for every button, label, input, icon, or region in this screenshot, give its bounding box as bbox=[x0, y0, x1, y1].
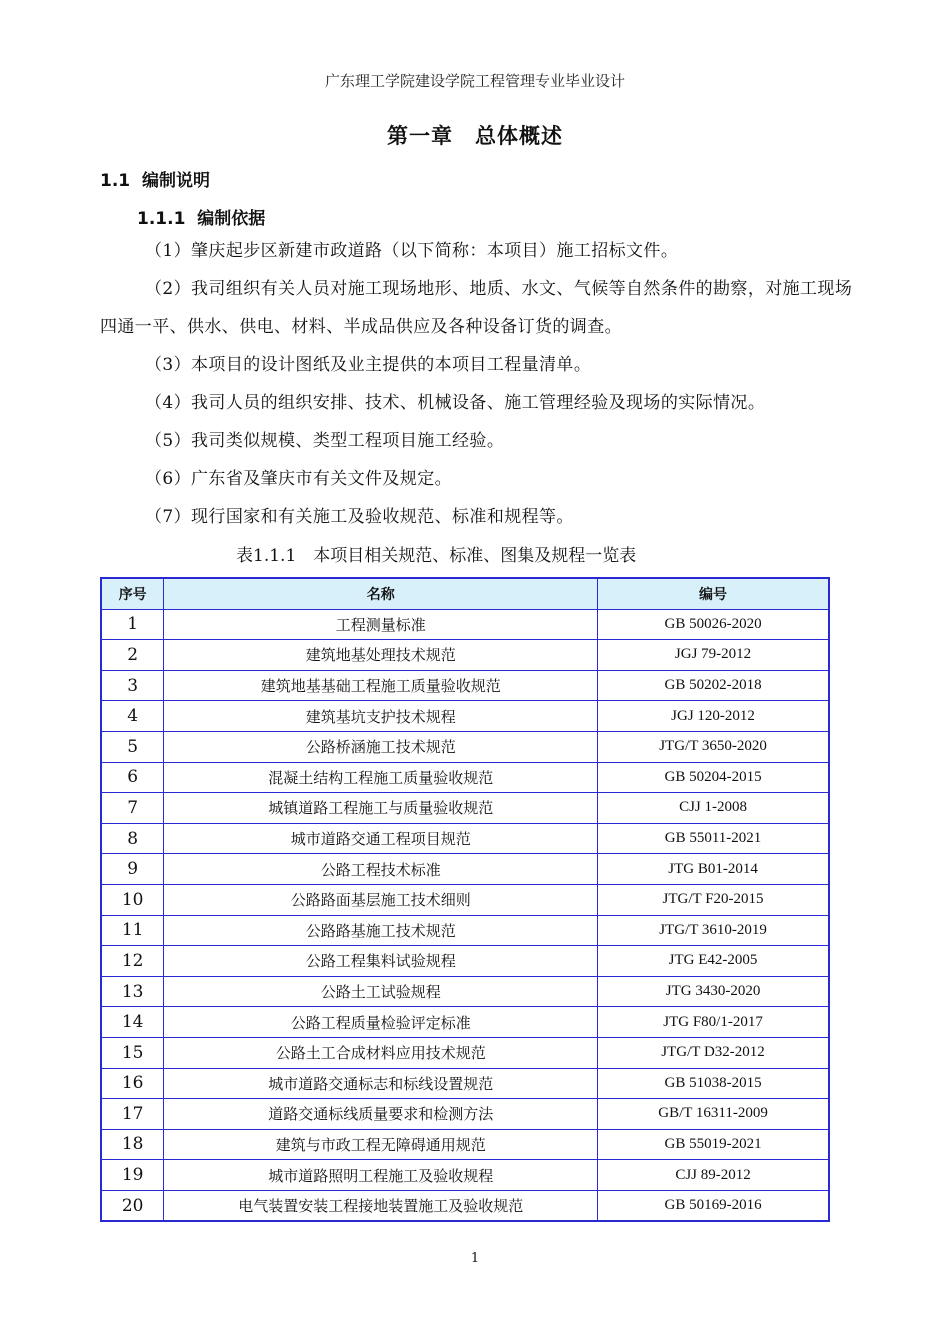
table-row bbox=[101, 1160, 829, 1191]
row-name: 公路路面基层施工技术细则 bbox=[164, 884, 598, 915]
row-code: CJJ 1-2008 bbox=[598, 793, 829, 824]
row-name: 混凝土结构工程施工质量验收规范 bbox=[164, 762, 598, 793]
paragraph-7: （7）现行国家和有关施工及验收规范、标准和规程等。 bbox=[145, 507, 574, 527]
row-name: 建筑地基处理技术规范 bbox=[164, 640, 598, 671]
row-index: 20 bbox=[101, 1190, 164, 1221]
table-row bbox=[101, 915, 829, 946]
table-row bbox=[101, 731, 829, 762]
row-index: 7 bbox=[101, 793, 164, 824]
paragraph-2: （2）我司组织有关人员对施工现场地形、地质、水文、气候等自然条件的勘察，对施工现场四通一平、供水、供电、材料、半成品供应及各种设备订货的调查。 bbox=[100, 279, 853, 337]
row-code: JGJ 79-2012 bbox=[598, 640, 829, 671]
row-name: 公路工程集料试验规程 bbox=[164, 946, 598, 977]
row-code: GB 50169-2016 bbox=[598, 1190, 829, 1221]
row-name: 公路土工试验规程 bbox=[164, 976, 598, 1007]
table-row bbox=[101, 670, 829, 701]
row-index: 9 bbox=[101, 854, 164, 885]
row-code: GB 55011-2021 bbox=[598, 823, 829, 854]
page-header: 广东理工学院建设学院工程管理专业毕业设计 bbox=[324, 72, 625, 90]
table-row bbox=[101, 609, 829, 640]
row-code: GB 55019-2021 bbox=[598, 1129, 829, 1160]
row-name: 公路路基施工技术规范 bbox=[164, 915, 598, 946]
row-name: 城市道路交通工程项目规范 bbox=[164, 823, 598, 854]
subsection-number: 1.1.1 bbox=[137, 209, 186, 229]
table-row bbox=[101, 793, 829, 824]
subsection-title: 编制依据 bbox=[197, 209, 266, 229]
row-index: 19 bbox=[101, 1160, 164, 1191]
standards-table bbox=[100, 577, 830, 1222]
row-name: 公路桥涵施工技术规范 bbox=[164, 731, 598, 762]
row-name: 道路交通标线质量要求和检测方法 bbox=[164, 1099, 598, 1130]
table-row bbox=[101, 976, 829, 1007]
row-name: 城市道路照明工程施工及验收规程 bbox=[164, 1160, 598, 1191]
row-code: GB 50202-2018 bbox=[598, 670, 829, 701]
row-name: 公路工程质量检验评定标准 bbox=[164, 1007, 598, 1038]
row-code: JTG 3430-2020 bbox=[598, 976, 829, 1007]
paragraph-4: （4）我司人员的组织安排、技术、机械设备、施工管理经验及现场的实际情况。 bbox=[145, 393, 766, 413]
row-index: 15 bbox=[101, 1037, 164, 1068]
table-row bbox=[101, 1129, 829, 1160]
section-heading bbox=[100, 166, 210, 191]
row-code: JTG/T 3610-2019 bbox=[598, 915, 829, 946]
row-code: JTG/T F20-2015 bbox=[598, 884, 829, 915]
table-row bbox=[101, 1099, 829, 1130]
row-code: JTG E42-2005 bbox=[598, 946, 829, 977]
row-code: JTG F80/1-2017 bbox=[598, 1007, 829, 1038]
row-name: 公路土工合成材料应用技术规范 bbox=[164, 1037, 598, 1068]
row-name: 电气装置安装工程接地装置施工及验收规范 bbox=[164, 1190, 598, 1221]
row-code: GB 51038-2015 bbox=[598, 1068, 829, 1099]
row-index: 5 bbox=[101, 731, 164, 762]
row-index: 13 bbox=[101, 976, 164, 1007]
row-index: 3 bbox=[101, 670, 164, 701]
section-number: 1.1 bbox=[100, 171, 131, 191]
row-index: 18 bbox=[101, 1129, 164, 1160]
row-name: 建筑基坑支护技术规程 bbox=[164, 701, 598, 732]
row-name: 城市道路交通标志和标线设置规范 bbox=[164, 1068, 598, 1099]
row-code: GB 50204-2015 bbox=[598, 762, 829, 793]
table-row bbox=[101, 1037, 829, 1068]
row-index: 1 bbox=[101, 609, 164, 640]
row-code: CJJ 89-2012 bbox=[598, 1160, 829, 1191]
row-index: 8 bbox=[101, 823, 164, 854]
row-name: 工程测量标准 bbox=[164, 609, 598, 640]
row-name: 建筑与市政工程无障碍通用规范 bbox=[164, 1129, 598, 1160]
row-index: 2 bbox=[101, 640, 164, 671]
row-code: GB 50026-2020 bbox=[598, 609, 829, 640]
row-code: JTG/T 3650-2020 bbox=[598, 731, 829, 762]
row-code: JTG/T D32-2012 bbox=[598, 1037, 829, 1068]
row-name: 建筑地基基础工程施工质量验收规范 bbox=[164, 670, 598, 701]
row-index: 16 bbox=[101, 1068, 164, 1099]
table-row bbox=[101, 823, 829, 854]
paragraph-1: （1）肇庆起步区新建市政道路（以下简称：本项目）施工招标文件。 bbox=[145, 241, 679, 261]
table-row bbox=[101, 946, 829, 977]
subsection-heading bbox=[137, 204, 265, 229]
header-name: 名称 bbox=[164, 578, 598, 609]
row-index: 12 bbox=[101, 946, 164, 977]
row-index: 14 bbox=[101, 1007, 164, 1038]
table-caption: 表1.1.1 本项目相关规范、标准、图集及规程一览表 bbox=[236, 546, 637, 566]
row-index: 10 bbox=[101, 884, 164, 915]
row-code: JTG B01-2014 bbox=[598, 854, 829, 885]
paragraph-3: （3）本项目的设计图纸及业主提供的本项目工程量清单。 bbox=[145, 355, 592, 375]
table-row bbox=[101, 762, 829, 793]
page-number: 1 bbox=[470, 1251, 480, 1266]
paragraph-5: （5）我司类似规模、类型工程项目施工经验。 bbox=[145, 431, 505, 451]
row-index: 17 bbox=[101, 1099, 164, 1130]
row-code: GB/T 16311-2009 bbox=[598, 1099, 829, 1130]
chapter-title: 第一章 总体概述 bbox=[387, 124, 563, 148]
row-index: 4 bbox=[101, 701, 164, 732]
row-index: 6 bbox=[101, 762, 164, 793]
table-row bbox=[101, 1190, 829, 1221]
table-row bbox=[101, 1068, 829, 1099]
table-row bbox=[101, 640, 829, 671]
table-row bbox=[101, 854, 829, 885]
row-code: JGJ 120-2012 bbox=[598, 701, 829, 732]
paragraph-6: （6）广东省及肇庆市有关文件及规定。 bbox=[145, 469, 453, 489]
table-header-row bbox=[101, 578, 829, 609]
table-row bbox=[101, 1007, 829, 1038]
row-name: 公路工程技术标准 bbox=[164, 854, 598, 885]
table-row bbox=[101, 884, 829, 915]
header-code: 编号 bbox=[598, 578, 829, 609]
row-name: 城镇道路工程施工与质量验收规范 bbox=[164, 793, 598, 824]
table-row bbox=[101, 701, 829, 732]
row-index: 11 bbox=[101, 915, 164, 946]
section-title: 编制说明 bbox=[141, 171, 210, 191]
header-index: 序号 bbox=[101, 578, 164, 609]
